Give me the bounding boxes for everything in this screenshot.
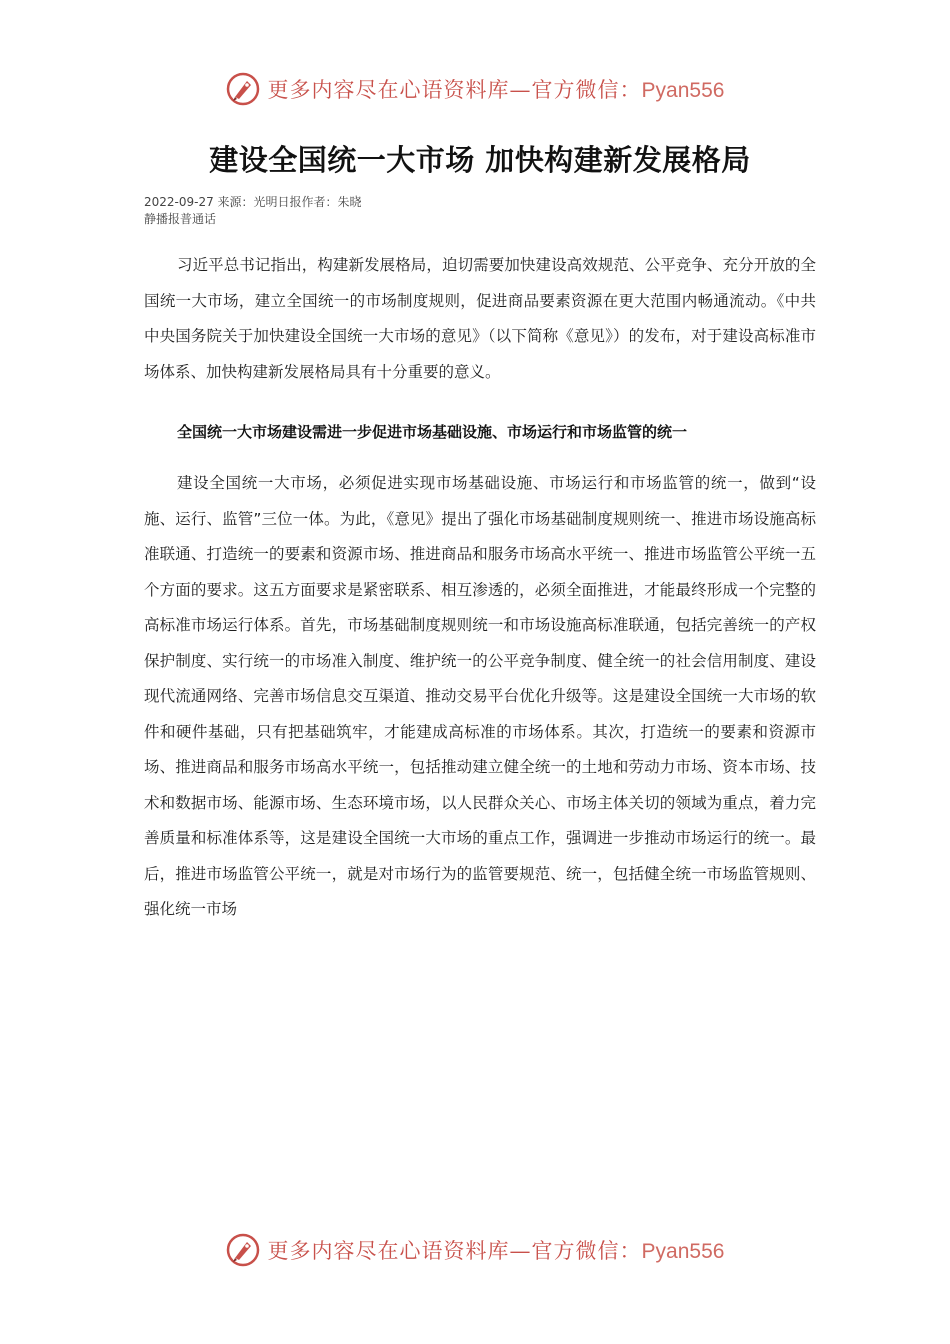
publish-info: 2022-09-27 来源：光明日报作者：朱晓 bbox=[144, 195, 362, 209]
article-meta bbox=[144, 194, 816, 228]
section-heading: 全国统一大市场建设需进一步促进市场基础设施、市场运行和市场监管的统一 bbox=[177, 423, 688, 441]
paragraph-body: 建设全国统一大市场，必须促进实现市场基础设施、市场运行和市场监管的统一，做到“设施、运行、监管”三位一体。为此，《意见》提出了强化市场基础制度规则统一、推进市场设施高标准联通、打造统一的要素和资源市场、推进商品和服务市场高水平统一、推进市场监管公平统一五个方面的要求。这五方面要求是紧密联系、相互渗透的，必须全面推进，才能最终形成一个完整的高标准市场运行体系。首先，市场基础制度规则统一和市场设施高标准联通，包括完善统一的产权保护制度、实行统一的市场准入制度、维护统一的公平竞争制度、健全统一的社会信用制度、建设现代流通网络、完善市场信息交互渠道、推动交易平台优化升级等。这是建设全国统一大市场的软件和硬件基础，只有把基础筑牢，才能建成高标准的市场体系。其次，打造统一的要素和资源市场、推进商品和服务市场高水平统一，包括推动建立健全统一的土地和劳动力市场、资本市场、技术和数据市场、能源市场、生态环境市场，以人民群众关心、市场主体关切的领域为重点，着力完善质量和标准体系等，这是建设全国统一大市场的重点工作，强调进一步推动市场运行的统一。最后，推进市场监管公平统一，就是对市场行为的监管要规范、统一，包括健全统一市场监管规则、强化统一市场 bbox=[144, 474, 816, 918]
header-watermark bbox=[0, 72, 950, 106]
article bbox=[144, 138, 816, 928]
pen-nib-logo-icon bbox=[226, 1233, 260, 1267]
audio-broadcast-label: 静播报普通话 bbox=[144, 212, 217, 226]
article-title: 建设全国统一大市场 加快构建新发展格局 bbox=[209, 143, 751, 177]
footer-watermark bbox=[0, 1233, 950, 1267]
watermark-text: 更多内容尽在心语资料库—官方微信：Pyan556 bbox=[267, 78, 725, 102]
pen-nib-logo-icon bbox=[226, 72, 260, 106]
paragraph-intro: 习近平总书记指出，构建新发展格局，迫切需要加快建设高效规范、公平竞争、充分开放的全国统一大市场，建立全国统一的市场制度规则，促进商品要素资源在更大范围内畅通流动。《中共中央国务院关于加快建设全国统一大市场的意见》（以下简称《意见》）的发布，对于建设高标准市场体系、加快构建新发展格局具有十分重要的意义。 bbox=[144, 256, 816, 381]
watermark-text: 更多内容尽在心语资料库—官方微信：Pyan556 bbox=[267, 1239, 725, 1263]
